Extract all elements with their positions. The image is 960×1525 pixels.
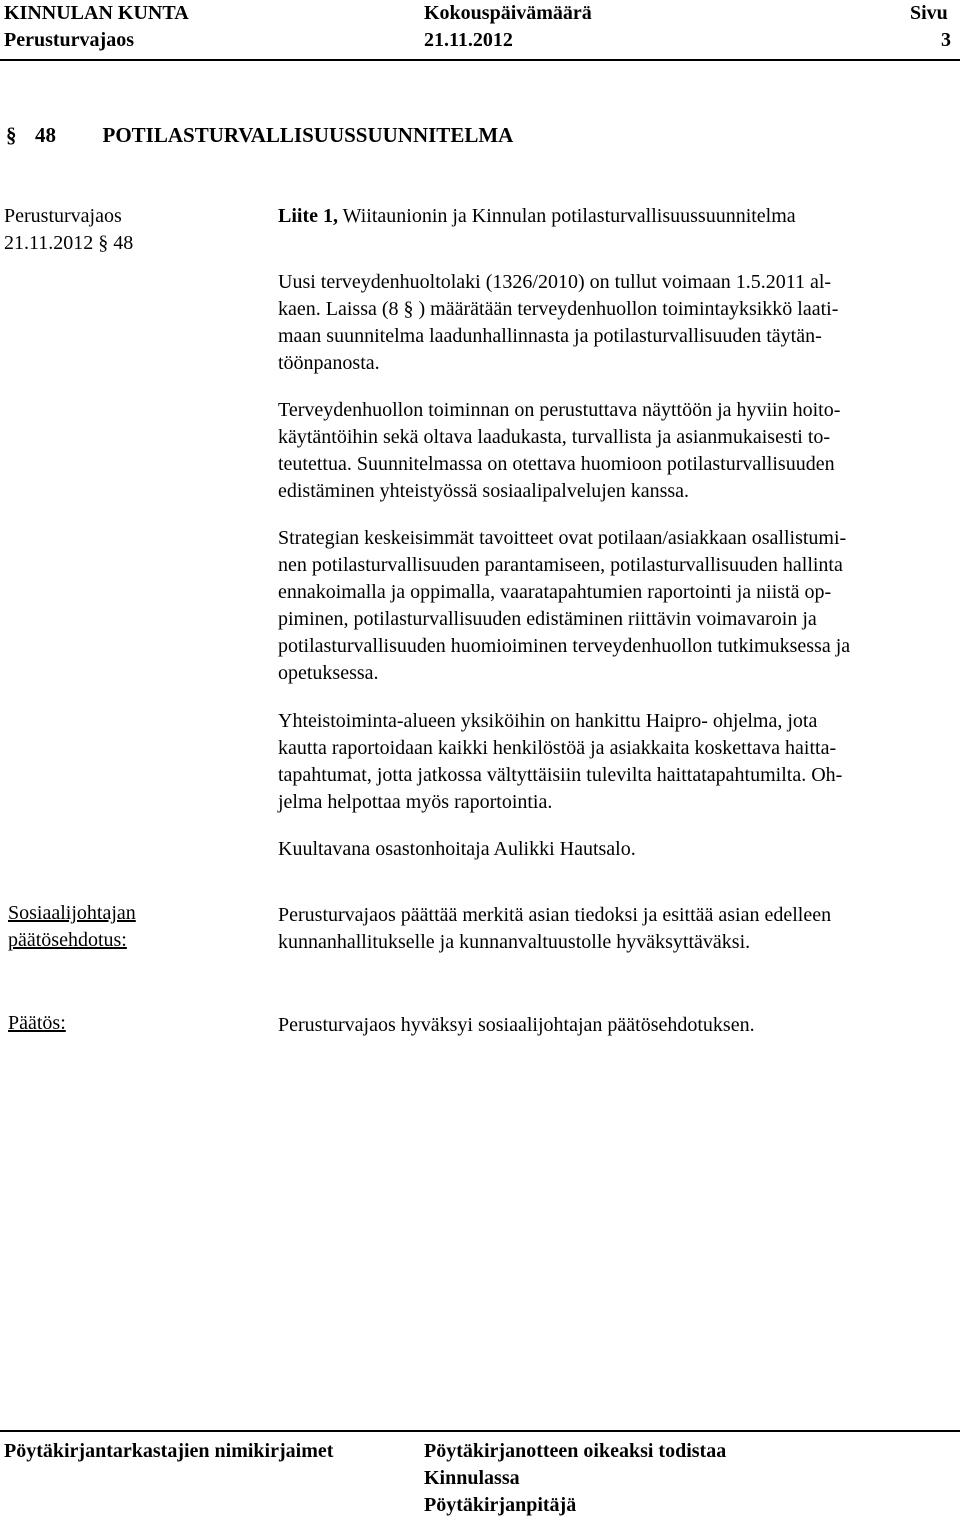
footer-keeper: Pöytäkirjanpitäjä	[424, 1494, 577, 1516]
section-symbol: §	[6, 123, 17, 147]
paragraph-3-line: ennakoimalla ja oppimalla, vaaratapahtumien raportointi ja niistä op-	[278, 581, 832, 603]
proposal-label: päätösehdotus:	[8, 929, 127, 951]
paragraph-2-line: teutettua. Suunnitelmassa on otettava huomioon potilasturvallisuuden	[278, 453, 835, 475]
paragraph-3-line: potilasturvallisuuden huomioiminen terveydenhuollon tutkimuksessa ja	[278, 635, 851, 657]
footer-initials-label: Pöytäkirjantarkastajien nimikirjaimet	[4, 1440, 334, 1462]
attachment-label: Liite 1,	[278, 205, 338, 227]
reference-body: Perusturvajaos	[4, 205, 122, 227]
attachment-text: Wiitaunionin ja Kinnulan potilasturvallisuussuunnitelma	[342, 205, 796, 227]
decision-label: Päätös:	[8, 1012, 66, 1034]
proposal-label: Sosiaalijohtajan	[8, 902, 136, 924]
paragraph-2-line: käytäntöihin sekä oltava laadukasta, turvallista ja asianmukaisesti to-	[278, 426, 831, 448]
paragraph-1-line: Uusi terveydenhuoltolaki (1326/2010) on tullut voimaan 1.5.2011 al-	[278, 271, 832, 293]
footer-certify-label: Pöytäkirjanotteen oikeaksi todistaa	[424, 1440, 727, 1462]
header-date-label: Kokouspäivämäärä	[424, 2, 592, 24]
paragraph-3-line: Strategian keskeisimmät tavoitteet ovat potilaan/asiakkaan osallistumi-	[278, 527, 847, 549]
paragraph-3-line: piminen, potilasturvallisuuden edistäminen riittävin voimavaroin ja	[278, 608, 817, 630]
paragraph-1-line: töönpanosta.	[278, 352, 380, 374]
section-title: POTILASTURVALLISUUSSUUNNITELMA	[102, 123, 514, 147]
paragraph-3-line: nen potilasturvallisuuden parantamiseen, potilasturvallisuuden hallinta	[278, 554, 843, 576]
paragraph-1-line: kaen. Laissa (8 § ) määrätään terveydenhuollon toimintayksikkö laati-	[278, 298, 839, 320]
paragraph-3-line: opetuksessa.	[278, 662, 379, 684]
paragraph-4-line: Yhteistoiminta-alueen yksiköihin on hankittu Haipro- ohjelma, jota	[278, 710, 818, 732]
paragraph-4-line: jelma helpottaa myös raportointia.	[278, 791, 553, 813]
header-org: KINNULAN KUNTA	[4, 2, 189, 24]
header-date: 21.11.2012	[424, 29, 513, 51]
section-number: 48	[35, 123, 56, 147]
paragraph-5-line: Kuultavana osastonhoitaja Aulikki Hautsalo.	[278, 838, 636, 860]
proposal-text: kunnanhallitukselle ja kunnanvaltuustolle hyväksyttäväksi.	[278, 931, 751, 953]
paragraph-4-line: tapahtumat, jotta jatkossa vältyttäisiin tulevilta haittatapahtumilta. Oh-	[278, 764, 843, 786]
header-rule	[0, 59, 960, 61]
paragraph-1-line: maan suunnitelma laadunhallinnasta ja potilasturvallisuuden täytän-	[278, 325, 822, 347]
header-page-number: 3	[941, 29, 951, 51]
section-heading	[6, 123, 513, 148]
paragraph-4-line: kautta raportoidaan kaikki henkilöstöä ja asiakkaita koskettava haitta-	[278, 737, 837, 759]
paragraph-2-line: edistäminen yhteistyössä sosiaalipalvelujen kanssa.	[278, 480, 690, 502]
paragraph-2-line: Terveydenhuollon toiminnan on perustuttava näyttöön ja hyviin hoito-	[278, 399, 841, 421]
footer-rule	[0, 1430, 960, 1432]
header-page-label: Sivu	[910, 2, 948, 24]
header-body: Perusturvajaos	[4, 29, 134, 51]
attachment-line	[278, 205, 796, 228]
proposal-text: Perusturvajaos päättää merkitä asian tiedoksi ja esittää asian edelleen	[278, 904, 832, 926]
decision-text: Perusturvajaos hyväksyi sosiaalijohtajan päätösehdotuksen.	[278, 1014, 755, 1036]
reference-date-section: 21.11.2012 § 48	[4, 232, 134, 254]
footer-place: Kinnulassa	[424, 1467, 520, 1489]
